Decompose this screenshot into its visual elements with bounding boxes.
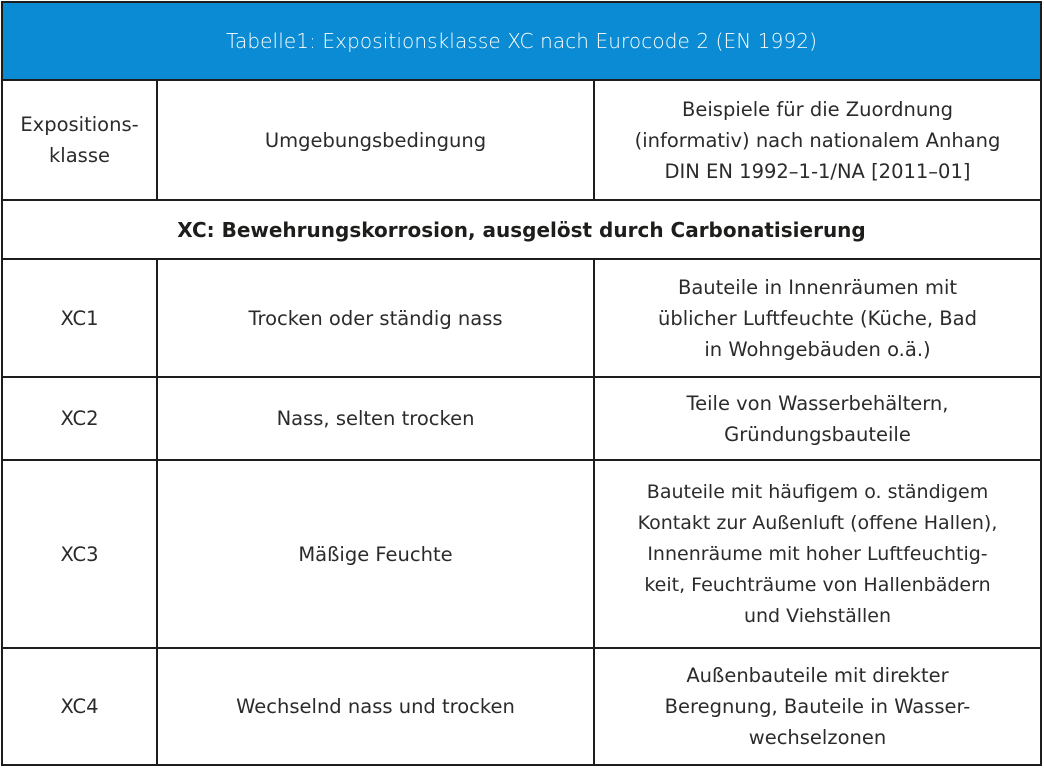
cell-bedingung: Mäßige Feuchte: [158, 461, 595, 647]
table-row: [3, 649, 1040, 764]
cell-bedingung: Nass, selten trocken: [158, 378, 595, 459]
table-row: [3, 260, 1040, 378]
cell-klasse: XC3: [3, 461, 158, 647]
cell-beispiele-line: Beregnung, Bauteile in Wasser-: [664, 695, 971, 718]
header-col-beispiele-line: DIN EN 1992–1-1/NA [2011–01]: [664, 159, 971, 183]
cell-beispiele-line: Bauteile mit häufigem o. ständigem: [646, 480, 989, 503]
cell-beispiele-line: Kontakt zur Außenluft (offene Hallen),: [637, 511, 998, 534]
cell-beispiele-line: keit, Feuchträume von Hallenbädern: [644, 573, 991, 596]
cell-beispiele-line: wechselzonen: [748, 726, 887, 749]
table-row: [3, 378, 1040, 461]
cell-bedingung: Trocken oder ständig nass: [158, 260, 595, 376]
cell-beispiele: [595, 260, 1040, 376]
cell-klasse: XC4: [3, 649, 158, 764]
cell-beispiele-line: Teile von Wasserbehältern,: [686, 391, 949, 415]
cell-beispiele-line: und Viehställen: [743, 604, 892, 627]
cell-beispiele-line: Innenräume mit hoher Luftfeuchtig-: [647, 542, 988, 565]
cell-beispiele: [595, 649, 1040, 764]
section-row: [3, 201, 1040, 260]
cell-beispiele: [595, 378, 1040, 459]
header-col-klasse: [3, 81, 158, 199]
table-row: [3, 461, 1040, 649]
cell-klasse: XC2: [3, 378, 158, 459]
header-row: [3, 81, 1040, 201]
header-col-klasse-line: Expositions-: [20, 113, 139, 136]
table-title: [3, 3, 1040, 81]
cell-beispiele-line: üblicher Luftfeuchte (Küche, Bad: [657, 306, 978, 330]
cell-klasse: XC1: [3, 260, 158, 376]
cell-beispiele-line: in Wohngebäuden o.ä.): [704, 337, 931, 361]
header-col-bedingung: [158, 81, 595, 199]
cell-beispiele-line: Bauteile in Innenräumen mit: [677, 275, 958, 299]
table-title-text: Tabelle1: Expositionsklasse XC nach Eurocode 2 (EN 1992): [226, 29, 817, 53]
header-col-klasse-line: klasse: [49, 144, 110, 167]
cell-bedingung: Wechselnd nass und trocken: [158, 649, 595, 764]
section-title: XC: Bewehrungskorrosion, ausgelöst durch Carbonatisierung: [177, 217, 866, 242]
header-col-bedingung-text: Umgebungsbedingung: [264, 128, 487, 152]
cell-beispiele-line: Außenbauteile mit direkter: [686, 664, 949, 687]
header-col-beispiele-line: Beispiele für die Zuordnung: [682, 97, 953, 121]
cell-beispiele: [595, 461, 1040, 647]
header-col-beispiele-line: (informativ) nach nationalem Anhang: [634, 128, 1001, 152]
header-col-beispiele: [595, 81, 1040, 199]
cell-beispiele-line: Gründungsbauteile: [724, 422, 911, 446]
exposure-class-table: [1, 1, 1042, 766]
